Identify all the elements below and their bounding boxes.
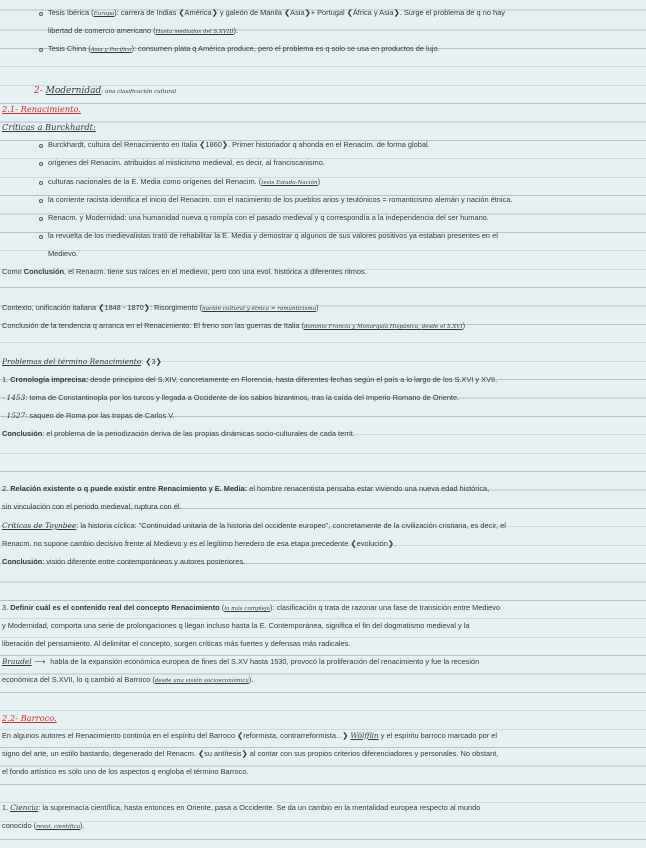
note-line: · 1453: toma de Constantinopla por los turcos y llegada a Occidente de los sabios bizantinos, tras la caída del Imperio Romano de Oriente. <box>2 393 460 402</box>
note-line: y Modernidad, comporta una serie de prolongaciones q llegan incluso hasta la E. Contemporánea, significa el fin del dogmatismo medieval y la <box>2 621 470 630</box>
note-line: el fondo artístico es solo uno de los aspectos q engloba el término Barroco. <box>2 767 249 776</box>
note-line: liberación del pensamiento. Al delimitar el concepto, surgen críticas más fuertes y defensas más radicales. <box>2 639 351 648</box>
note-line: · 1527: saqueo de Roma por las tropas de Carlos V. <box>2 411 175 420</box>
note-line: Medievo. <box>48 249 78 258</box>
note-line: 2. Relación existente o q puede existir entre Renacimiento y E. Media: el hombre renacentista pensaba estar viviendo una nueva edad histórica, <box>2 484 490 493</box>
bullet-circle-icon <box>39 144 43 148</box>
note-line: la revuelta de los medievalistas trató de rehabilitar la E. Media y demostrar q algunos de sus valores positivos ya estaban presentes en el <box>0 231 640 241</box>
note-line: Conclusión: visión diferente entre contemporáneos y autores posteriores. <box>2 557 246 566</box>
note-line: libertad de comercio americano (Hasta mediados del S.XVIII). <box>48 26 239 35</box>
note-line: 1. Cronología imprecisa: desde principios del S.XIV, concretamente en Florencia, hasta diferentes fechas según el país a lo largo de los S.XVI y XVII. <box>2 375 498 384</box>
note-line: signo del arte, un estilo bastardo, degenerado del Renacm. ❮su antítesis❯ al contar con sus propios criterios diferenciadores y personales. No obstant, <box>2 749 499 758</box>
note-line: En algunos autores el Renacimiento continúa en el espíritu del Barroco ❮reformista, contrarreformista...❯ Wölfflin y el espíritu barroco marcado por el <box>2 731 498 740</box>
note-line: sin vinculación con el periodo medieval, ruptura con él. <box>2 502 182 511</box>
bullet-circle-icon <box>39 199 43 203</box>
subsection-heading: 2.2- Barroco. <box>2 713 57 723</box>
note-line: Como Conclusión, el Renacm. tiene sus raíces en el medievo, pero con una evol. histórica a diferentes ritmos. <box>2 267 367 276</box>
bullet-circle-icon <box>39 48 43 52</box>
note-line: conocido (revol. científica). <box>2 821 85 830</box>
note-line: 3. Definir cuál es el contenido real del concepto Renacimiento (lo más complejo): clasificación q trata de razonar una fase de transición entre Medievo <box>2 603 501 612</box>
bullet-circle-icon <box>39 162 43 166</box>
note-line: económica del S.XVII, lo q cambió al Barroco (desde una visión socioeconómica). <box>2 675 254 684</box>
section-heading: 2- Modernidad: una clasificación cultural <box>34 86 177 96</box>
note-line: orígenes del Renacim. atribuidos al misticismo medieval, es decir, al franciscanismo. <box>0 158 640 168</box>
bullet-circle-icon <box>39 217 43 221</box>
bullet-circle-icon <box>39 12 43 16</box>
bullet-circle-icon <box>39 181 43 185</box>
arrow-right-icon: ⟶ <box>34 657 46 666</box>
note-line: culturas nacionales de la E. Media como orígenes del Renacim. (tesis Estado-Nación) <box>0 177 640 188</box>
note-line: Tesis China (Asia y Pacífico): consumen plata q América produce, pero el problema es q solo se usa en productos de lujo. <box>0 44 640 55</box>
note-line: Renacm. y Modernidad: una humanidad nueva q rompía con el pasado medieval y q correspondía a la independencia del ser humano. <box>0 213 640 223</box>
note-line: Contexto, unificación italiana ❮1848 - 1870❯: Risorgimento (nación cultural y étnica = romanticismo) <box>2 303 319 312</box>
subheading: Críticas a Burckhardt: <box>2 122 96 132</box>
bullet-circle-icon <box>39 235 43 239</box>
note-line: Conclusión de la tendencia q arranca en el Renacimiento. El freno son las guerras de Italia (dominio Francia y Monarquía Hispánica, desde el S.XVI) <box>2 321 466 330</box>
note-line: Braudel ⟶ habla de la expansión económica europea de fines del S.XV hasta 1530, provocó la proliferación del renacimiento y fue la recesión <box>2 657 480 666</box>
note-line: la corriente racista identifica el inicio del Renacim. con el nacimiento de los pueblos arios y teutónicos = romanticismo alemán y nación étnica. <box>0 195 640 205</box>
note-line: 1. Ciencia: la supremacía científica, hasta entonces en Oriente, pasa a Occidente. Se da un cambio en la mentalidad europea respecto al mundo <box>2 803 481 812</box>
note-line: Tesis Ibérica (Europa): carrera de Indias ❮América❯ y galeón de Manila ❮Asia❯+ Portugal ❮África y Asia❯. Surge el problema de q no hay <box>0 8 640 19</box>
note-line: Conclusión: el problema de la periodización deriva de las propias dinámicas socio-culturales de cada territ. <box>2 429 355 438</box>
note-line: Burckhardt, cultura del Renacimiento en Italia ❮1860❯. Primer historiador q ahonda en el Renacim. de forma global. <box>0 140 640 150</box>
note-line: Críticas de Toynbee: la historia cíclica: "Continuidad unitaria de la historia del occidente europeo", concretamente de la civilización cristiana, es decir, el <box>2 521 506 530</box>
subsection-heading: 2.1- Renacimiento. <box>2 104 81 114</box>
subheading: Problemas del término Renacimiento: ❮3❯ <box>2 357 162 366</box>
note-line: Renacm. no supone cambio decisivo frente al Medievo y es el legítimo heredero de esa etapa precedente ❮evolución❯. <box>2 539 397 548</box>
